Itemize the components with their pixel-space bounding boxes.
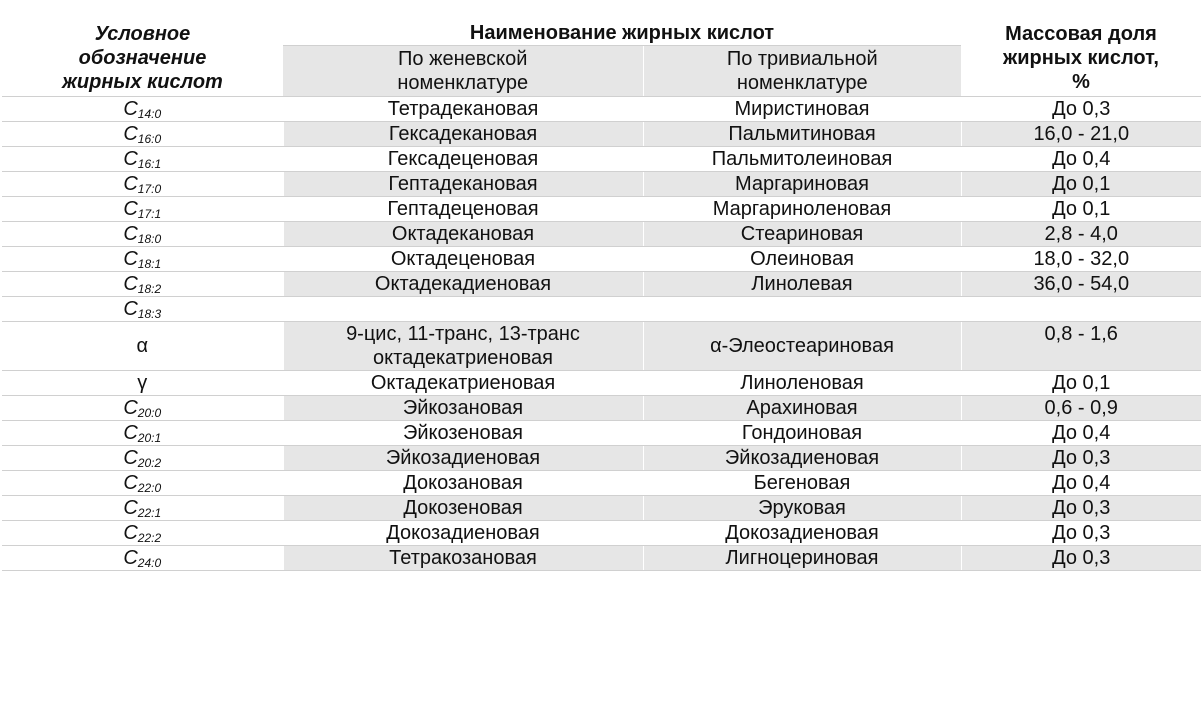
mass-fraction: До 0,1 — [961, 172, 1201, 197]
table-row — [2, 496, 1201, 521]
mass-fraction: 18,0 - 32,0 — [961, 247, 1201, 272]
header-code-line-2: обозначение — [78, 47, 207, 69]
geneva-name-empty — [283, 297, 643, 322]
geneva-name: Эйкозадиеновая — [283, 446, 643, 471]
header-geneva-nomenclature — [283, 46, 643, 97]
mass-fraction-empty — [961, 297, 1201, 322]
acid-code: $C_{18:3}$ — [2, 297, 283, 322]
table-row — [2, 147, 1201, 172]
mass-fraction: 0,8 - 1,6 — [961, 322, 1201, 371]
geneva-name: Гептадекановая — [283, 172, 643, 197]
table-header — [2, 20, 1201, 97]
table-row — [2, 446, 1201, 471]
header-trivial-line-1: По тривиальной — [726, 48, 878, 70]
acid-code: $C_{24:0}$ — [2, 546, 283, 571]
geneva-name: Гексадеценовая — [283, 147, 643, 172]
header-code-line-1: Условное — [94, 23, 191, 45]
trivial-name: Стеариновая — [643, 222, 961, 247]
acid-code: $C_{22:1}$ — [2, 496, 283, 521]
table-row — [2, 546, 1201, 571]
geneva-name: Гептадеценовая — [283, 197, 643, 222]
header-trivial-nomenclature — [643, 46, 961, 97]
geneva-name: Докозадиеновая — [283, 521, 643, 546]
trivial-name: Докозадиеновая — [643, 521, 961, 546]
trivial-name: Лигноцериновая — [643, 546, 961, 571]
trivial-name: Эруковая — [643, 496, 961, 521]
mass-fraction: До 0,1 — [961, 371, 1201, 396]
header-geneva-line-2: номенклатуре — [397, 72, 529, 94]
geneva-name: Октадекатриеновая — [283, 371, 643, 396]
acid-code: $C_{20:0}$ — [2, 396, 283, 421]
acid-code: $C_{16:0}$ — [2, 122, 283, 147]
geneva-name: Гексадекановая — [283, 122, 643, 147]
mass-fraction: До 0,3 — [961, 546, 1201, 571]
trivial-name: Пальмитиновая — [643, 122, 961, 147]
acid-code: $C_{14:0}$ — [2, 97, 283, 122]
table-row — [2, 197, 1201, 222]
trivial-name: Гондоиновая — [643, 421, 961, 446]
trivial-name: Эйкозадиеновая — [643, 446, 961, 471]
header-geneva-line-1: По женевской — [398, 48, 528, 70]
mass-fraction: 2,8 - 4,0 — [961, 222, 1201, 247]
mass-fraction: 36,0 - 54,0 — [961, 272, 1201, 297]
geneva-name: Эйкозеновая — [283, 421, 643, 446]
mass-fraction: До 0,3 — [961, 521, 1201, 546]
fatty-acid-composition-table — [2, 20, 1201, 571]
trivial-name: Маргариновая — [643, 172, 961, 197]
mass-fraction: До 0,4 — [961, 147, 1201, 172]
table-row — [2, 247, 1201, 272]
mass-fraction: 16,0 - 21,0 — [961, 122, 1201, 147]
geneva-name: Докозановая — [283, 471, 643, 496]
table-row — [2, 521, 1201, 546]
trivial-name: Маргариноленовая — [643, 197, 961, 222]
mass-fraction: До 0,1 — [961, 197, 1201, 222]
geneva-name: Октадекановая — [283, 222, 643, 247]
table-row — [2, 172, 1201, 197]
mass-fraction: До 0,4 — [961, 471, 1201, 496]
mass-fraction: До 0,3 — [961, 97, 1201, 122]
header-code-designation — [2, 20, 283, 97]
isomer-gamma-symbol: γ — [2, 371, 283, 396]
geneva-name: Эйкозановая — [283, 396, 643, 421]
header-code-line-3: жирных кислот — [62, 71, 223, 93]
header-mass-line-1: Массовая доля — [1005, 23, 1157, 45]
acid-code: $C_{17:0}$ — [2, 172, 283, 197]
acid-code: $C_{18:0}$ — [2, 222, 283, 247]
acid-code: $C_{22:2}$ — [2, 521, 283, 546]
geneva-name: Октадеценовая — [283, 247, 643, 272]
table-row-alpha — [2, 322, 1201, 371]
table-row — [2, 97, 1201, 122]
acid-code: $C_{20:1}$ — [2, 421, 283, 446]
geneva-name: Октадекадиеновая — [283, 272, 643, 297]
trivial-name-empty — [643, 297, 961, 322]
acid-code: $C_{22:0}$ — [2, 471, 283, 496]
geneva-name: Тетрадекановая — [283, 97, 643, 122]
table-row — [2, 421, 1201, 446]
header-mass-line-3: % — [1072, 71, 1090, 93]
header-trivial-line-2: номенклатуре — [736, 72, 868, 94]
header-acid-names: Наименование жирных кислот — [283, 20, 961, 46]
geneva-name — [283, 322, 643, 371]
table-row — [2, 396, 1201, 421]
isomer-alpha-symbol: α — [2, 322, 283, 371]
geneva-name: Докозеновая — [283, 496, 643, 521]
trivial-name: Миристиновая — [643, 97, 961, 122]
trivial-name: α-Элеостеариновая — [643, 322, 961, 371]
geneva-name-line-2: октадекатриеновая — [373, 347, 553, 369]
mass-fraction: До 0,3 — [961, 496, 1201, 521]
acid-code: $C_{20:2}$ — [2, 446, 283, 471]
mass-fraction: До 0,4 — [961, 421, 1201, 446]
geneva-name-line-1: 9-цис, 11-транс, 13-транс — [346, 323, 580, 345]
mass-fraction: До 0,3 — [961, 446, 1201, 471]
trivial-name: Бегеновая — [643, 471, 961, 496]
acid-code: $C_{16:1}$ — [2, 147, 283, 172]
header-mass-line-2: жирных кислот, — [1003, 47, 1159, 69]
table-row-c18-3 — [2, 297, 1201, 322]
acid-code: $C_{17:1}$ — [2, 197, 283, 222]
mass-fraction: 0,6 - 0,9 — [961, 396, 1201, 421]
acid-code: $C_{18:1}$ — [2, 247, 283, 272]
trivial-name: Пальмитолеиновая — [643, 147, 961, 172]
table-row — [2, 471, 1201, 496]
table-row — [2, 222, 1201, 247]
table-row — [2, 272, 1201, 297]
trivial-name: Линолевая — [643, 272, 961, 297]
trivial-name: Олеиновая — [643, 247, 961, 272]
geneva-name: Тетракозановая — [283, 546, 643, 571]
table-row-gamma — [2, 371, 1201, 396]
trivial-name: Арахиновая — [643, 396, 961, 421]
table-row — [2, 122, 1201, 147]
trivial-name: Линоленовая — [643, 371, 961, 396]
table-body — [2, 97, 1201, 571]
acid-code: $C_{18:2}$ — [2, 272, 283, 297]
header-mass-fraction — [961, 20, 1201, 97]
